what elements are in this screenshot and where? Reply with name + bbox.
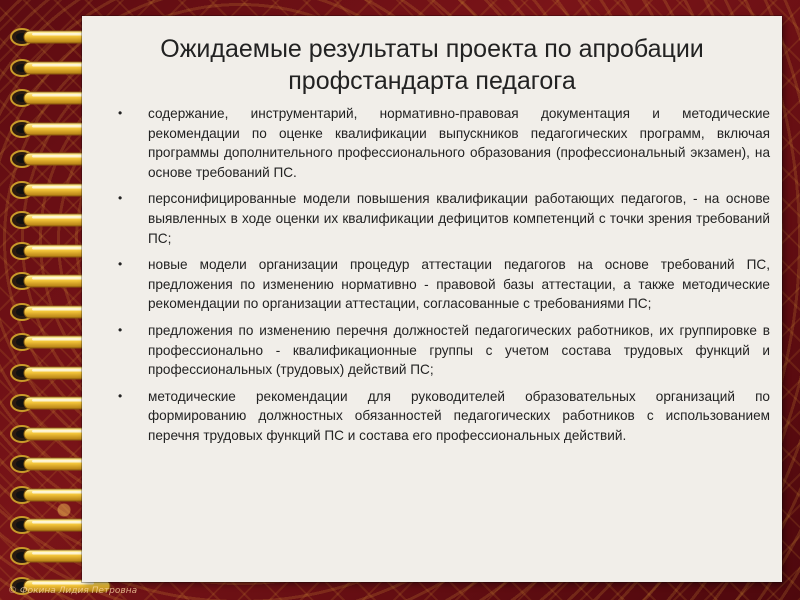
list-item bbox=[118, 321, 770, 380]
bullet-text: содержание, инструментарий, нормативно-правовая документация и методические рекомендации по оценке квалификации выпускников педагогических программ, включая программы дополнительного профессионального образования (профессиональный экзамен), на основе требований ПС. bbox=[148, 106, 770, 180]
bullet-list bbox=[118, 104, 770, 453]
bullet-text: методические рекомендации для руководителей образовательных организаций по формированию должностных обязанностей педагогических работников с использованием перечня трудовых функций ПС и состава его профессиональных действий. bbox=[148, 388, 770, 443]
list-item bbox=[118, 255, 770, 314]
bullet-icon: • bbox=[118, 257, 123, 272]
bullet-icon: • bbox=[118, 388, 123, 403]
list-item bbox=[118, 189, 770, 248]
slide-panel bbox=[82, 16, 782, 582]
bullet-icon: • bbox=[118, 191, 123, 206]
bullet-icon: • bbox=[118, 106, 123, 120]
bullet-text: персонифицированные модели повышения квалификации работающих педагогов, - на основе выявленных в ходе оценки их квалификации дефицитов компетенций с точки зрения требований ПС; bbox=[148, 191, 770, 246]
list-item bbox=[118, 104, 770, 182]
title-line-2: профстандарта педагога bbox=[288, 67, 576, 95]
bullet-text: новые модели организации процедур аттестации педагогов на основе требований ПС, предложения по изменению нормативно - правовой базы аттестации, а также методические рекомендации по организации аттестации, согласованные с требованиями ПС; bbox=[148, 257, 770, 312]
bullet-icon: • bbox=[118, 322, 123, 337]
list-item bbox=[118, 387, 770, 446]
slide-title bbox=[82, 33, 782, 97]
title-line-1: Ожидаемые результаты проекта по апробации bbox=[160, 35, 704, 63]
watermark-text: © Фокина Лидия Петровна bbox=[8, 586, 138, 596]
bullet-text: предложения по изменению перечня должностей педагогических работников, их группировке в профессионально - квалификационные группы с учетом состава трудовых функций и профессиональных (трудовых) действий ПС; bbox=[148, 322, 770, 378]
